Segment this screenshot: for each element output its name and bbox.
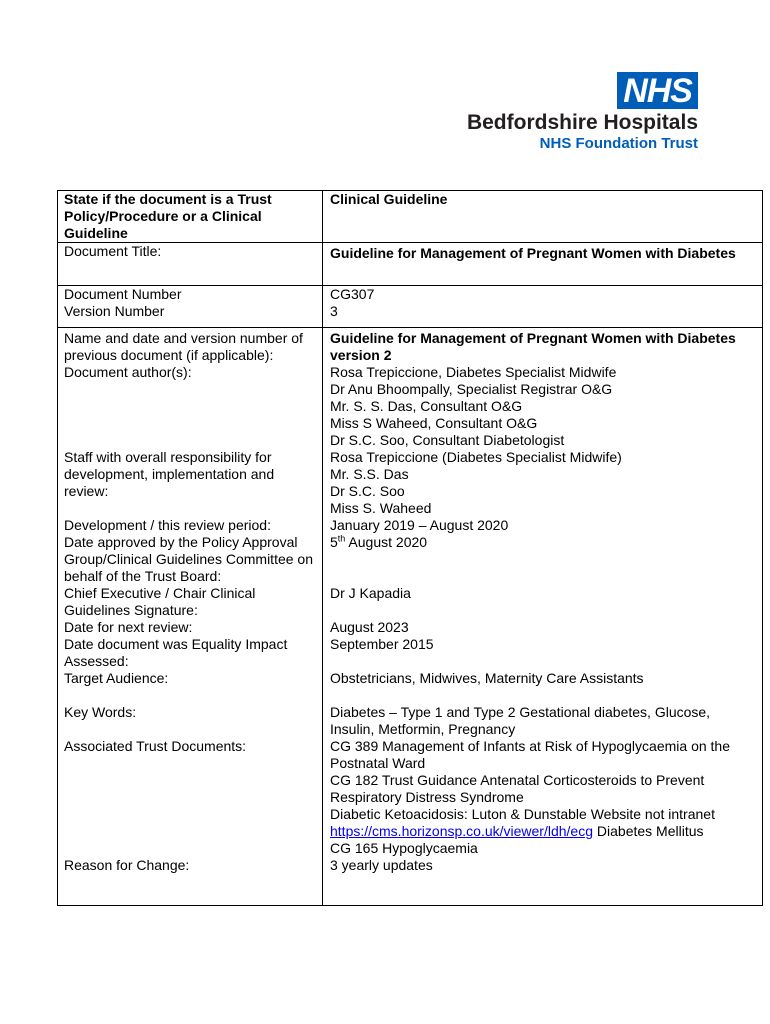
row-signature bbox=[58, 585, 763, 619]
author-line: Dr S.C. Soo, Consultant Diabetologist bbox=[330, 432, 565, 448]
label-reason-for-change: Reason for Change: bbox=[58, 857, 323, 906]
nhs-logo-mark: NHS bbox=[617, 72, 698, 109]
label-next-review: Date for next review: bbox=[58, 619, 323, 636]
value-review-period: January 2019 – August 2020 bbox=[323, 517, 763, 534]
value-target-audience: Obstetricians, Midwives, Maternity Care Assistants bbox=[323, 670, 763, 704]
row-equality-assessed bbox=[58, 636, 763, 670]
row-next-review bbox=[58, 619, 763, 636]
approved-day: 5 bbox=[330, 534, 338, 550]
label-document-authors: Document author(s): bbox=[58, 364, 323, 449]
label-document-type: State if the document is a Trust Policy/Procedure or a Clinical Guideline bbox=[58, 191, 323, 243]
author-line: Miss S Waheed, Consultant O&G bbox=[330, 415, 538, 431]
row-date-approved bbox=[58, 534, 763, 585]
associated-link-entry bbox=[330, 823, 758, 840]
author-line: Dr Anu Bhoompally, Specialist Registrar O&G bbox=[330, 381, 613, 397]
row-version-number bbox=[58, 303, 763, 328]
associated-doc: CG 389 Management of Infants at Risk of Hypoglycaemia on the Postnatal Ward bbox=[330, 738, 730, 771]
approved-month-year: August 2020 bbox=[345, 534, 428, 550]
staff-line: Rosa Trepiccione (Diabetes Specialist Midwife) bbox=[330, 449, 622, 465]
row-review-period bbox=[58, 517, 763, 534]
label-previous-document: Name and date and version number of previous document (if applicable): bbox=[58, 328, 323, 365]
label-version-number: Version Number bbox=[58, 303, 323, 328]
label-responsible-staff: Staff with overall responsibility for development, implementation and review: bbox=[58, 449, 323, 517]
value-version-number: 3 bbox=[323, 303, 763, 328]
value-key-words: Diabetes – Type 1 and Type 2 Gestational diabetes, Glucose, Insulin, Metformin, Pregnancy bbox=[323, 704, 763, 738]
value-document-number: CG307 bbox=[323, 286, 763, 304]
label-document-number: Document Number bbox=[58, 286, 323, 304]
label-document-title: Document Title: bbox=[58, 243, 323, 286]
value-associated-documents bbox=[323, 738, 763, 857]
staff-line: Mr. S.S. Das bbox=[330, 466, 409, 482]
row-key-words bbox=[58, 704, 763, 738]
trust-logo bbox=[458, 72, 698, 152]
row-document-number bbox=[58, 286, 763, 304]
value-reason-for-change: 3 yearly updates bbox=[323, 857, 763, 906]
value-next-review: August 2023 bbox=[323, 619, 763, 636]
value-signature: Dr J Kapadia bbox=[323, 585, 763, 619]
row-document-type bbox=[58, 191, 763, 243]
label-date-approved: Date approved by the Policy Approval Group/Clinical Guidelines Committee on behalf of the Trust Board: bbox=[58, 534, 323, 585]
row-document-title bbox=[58, 243, 763, 286]
associated-doc: CG 165 Hypoglycaemia bbox=[330, 840, 478, 856]
row-previous-document bbox=[58, 328, 763, 365]
label-key-words: Key Words: bbox=[58, 704, 323, 738]
staff-line: Dr S.C. Soo bbox=[330, 483, 405, 499]
value-responsible-staff bbox=[323, 449, 763, 517]
value-date-approved bbox=[323, 534, 763, 585]
row-responsible-staff bbox=[58, 449, 763, 517]
label-signature: Chief Executive / Chair Clinical Guidelines Signature: bbox=[58, 585, 323, 619]
row-associated-documents bbox=[58, 738, 763, 857]
document-control-table bbox=[57, 190, 763, 906]
row-document-authors bbox=[58, 364, 763, 449]
associated-link-suffix: Diabetes Mellitus bbox=[593, 823, 704, 839]
author-line: Rosa Trepiccione, Diabetes Specialist Midwife bbox=[330, 364, 617, 380]
value-document-type: Clinical Guideline bbox=[323, 191, 763, 243]
label-target-audience: Target Audience: bbox=[58, 670, 323, 704]
associated-doc: CG 182 Trust Guidance Antenatal Corticosteroids to Prevent Respiratory Distress Syndrome bbox=[330, 772, 705, 805]
value-document-authors bbox=[323, 364, 763, 449]
row-target-audience bbox=[58, 670, 763, 704]
label-review-period: Development / this review period: bbox=[58, 517, 323, 534]
trust-subtitle: NHS Foundation Trust bbox=[539, 135, 698, 152]
trust-name: Bedfordshire Hospitals bbox=[466, 111, 698, 134]
author-line: Mr. S. S. Das, Consultant O&G bbox=[330, 398, 523, 414]
value-document-title: Guideline for Management of Pregnant Women with Diabetes bbox=[323, 243, 763, 286]
label-associated-documents: Associated Trust Documents: bbox=[58, 738, 323, 857]
value-equality-assessed: September 2015 bbox=[323, 636, 763, 670]
approved-day-suffix: th bbox=[337, 533, 346, 544]
staff-line: Miss S. Waheed bbox=[330, 500, 432, 516]
row-reason-for-change bbox=[58, 857, 763, 906]
value-previous-document: Guideline for Management of Pregnant Women with Diabetes version 2 bbox=[323, 328, 763, 365]
associated-doc: Diabetic Ketoacidosis: Luton & Dunstable Website not intranet bbox=[330, 806, 715, 822]
label-equality-assessed: Date document was Equality Impact Assessed: bbox=[58, 636, 323, 670]
diabetes-guidance-link[interactable]: https://cms.horizonsp.co.uk/viewer/ldh/ecg bbox=[330, 823, 594, 839]
